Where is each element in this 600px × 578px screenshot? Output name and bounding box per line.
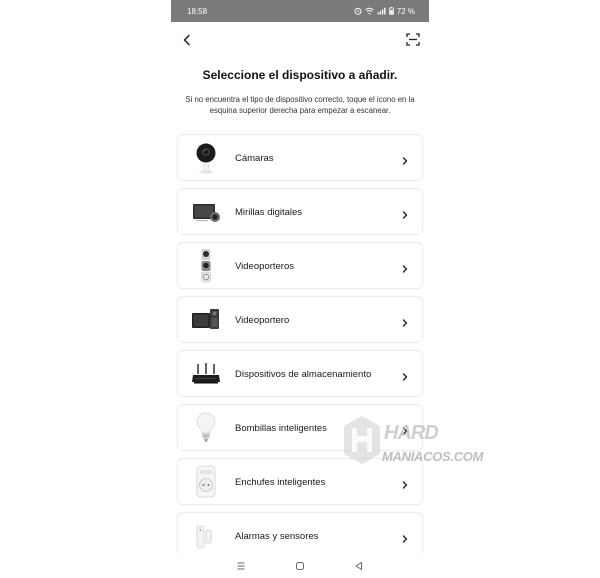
device-item-videoporteros[interactable] (177, 242, 423, 289)
chevron-right-icon (400, 315, 410, 325)
page-title: Seleccione el dispositivo a añadir. (202, 68, 398, 82)
phone-screen (171, 0, 429, 578)
door-sensor-icon (190, 520, 222, 552)
scan-frame-icon (406, 33, 420, 51)
battery-percent: 72 % (396, 6, 415, 16)
back-button[interactable] (177, 32, 197, 52)
device-item-alarmas-sensores[interactable] (177, 512, 423, 559)
watermark (340, 412, 484, 468)
status-time: 18:58 (187, 6, 208, 16)
signal-icon (377, 7, 386, 15)
device-item-videoportero[interactable] (177, 296, 423, 343)
device-item-dispositivos-almacenamiento[interactable] (177, 350, 423, 397)
page-subtitle: Si no encuentra el tipo de dispositivo correcto, toque el icono en la esquina superior derecha para empezar a escanear. (185, 95, 415, 115)
video-doorbell-icon (190, 250, 222, 282)
video-intercom-icon (190, 304, 222, 336)
chevron-right-icon (400, 207, 410, 217)
chevron-left-icon (182, 33, 192, 51)
device-item-label: Bombillas inteligentes (235, 423, 327, 434)
watermark-line1: HARD (384, 422, 438, 444)
device-item-label: Cámaras (235, 153, 274, 164)
watermark-logo-icon (340, 414, 384, 466)
digital-peephole-icon (190, 196, 222, 228)
device-item-mirillas-digitales[interactable] (177, 188, 423, 235)
smart-plug-icon (190, 466, 222, 498)
home-icon[interactable] (293, 559, 307, 573)
device-item-label: Enchufes inteligentes (235, 477, 326, 488)
device-item-label: Dispositivos de almacenamiento (235, 369, 372, 380)
light-bulb-icon (190, 412, 222, 444)
back-triangle-icon[interactable] (352, 559, 366, 573)
status-icons (354, 7, 415, 16)
device-item-label: Videoporteros (235, 261, 294, 272)
storage-router-icon (190, 358, 222, 390)
scan-button[interactable] (403, 32, 423, 52)
alarm-icon (354, 7, 362, 15)
top-navigation (171, 22, 429, 62)
status-bar (171, 0, 429, 22)
device-item-label: Mirillas digitales (235, 207, 303, 218)
watermark-line2: MANIACOS.COM (382, 449, 484, 464)
system-navigation-bar (171, 554, 429, 578)
device-item-label: Videoportero (235, 315, 290, 326)
chevron-right-icon (400, 153, 410, 163)
battery-icon (389, 7, 394, 15)
chevron-right-icon (400, 261, 410, 271)
device-item-camaras[interactable] (177, 134, 423, 181)
chevron-right-icon (400, 369, 410, 379)
chevron-right-icon (400, 531, 410, 541)
recent-apps-icon[interactable] (234, 559, 248, 573)
chevron-right-icon (400, 477, 410, 487)
wifi-icon (365, 7, 374, 15)
camera-icon (190, 142, 222, 174)
device-item-label: Alarmas y sensores (235, 531, 319, 542)
